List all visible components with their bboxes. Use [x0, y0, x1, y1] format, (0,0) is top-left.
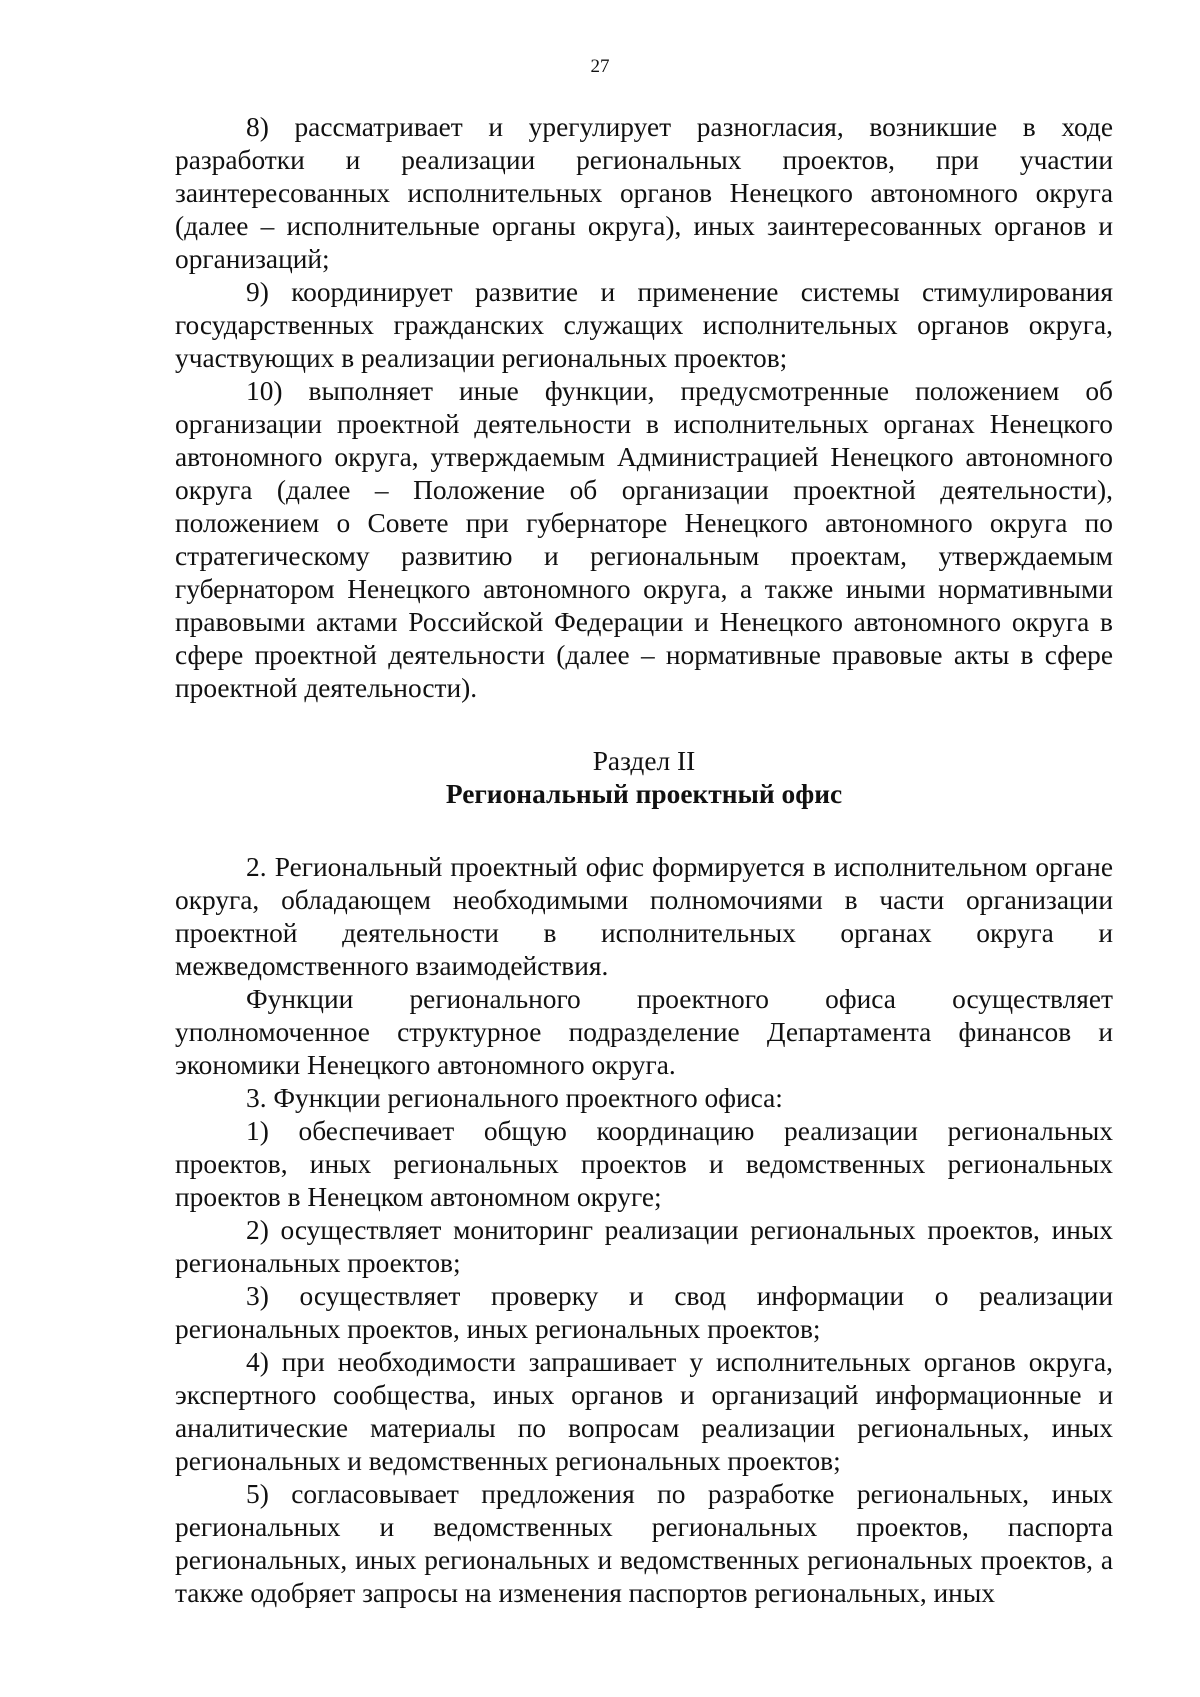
- paragraph-function-1: 1) обеспечивает общую координацию реализации региональных проектов, иных региональных проектов и ведомственных региональных проектов в Ненецком автономном округе;: [175, 1116, 1113, 1212]
- paragraph-functions-note: Функции регионального проектного офиса осуществляет уполномоченное структурное подразделение Департамента финансов и экономики Ненецкого автономного округа.: [175, 984, 1113, 1080]
- section-title: Региональный проектный офис: [445, 779, 843, 809]
- paragraph-function-4: 4) при необходимости запрашивает у исполнительных органов округа, экспертного сообщества, иных органов и организаций информационные и аналитические материалы по вопросам реализации региональных, иных региональных и ведомственных региональных проектов;: [175, 1347, 1113, 1476]
- spacer: [175, 705, 1113, 745]
- paragraph-function-5: 5) согласовывает предложения по разработке региональных, иных региональных и ведомственных региональных проектов, паспорта региональных, иных региональных и ведомственных региональных проектов, а также одобряет запросы на изменения паспортов региональных, иных: [175, 1479, 1113, 1608]
- spacer: [175, 811, 1113, 851]
- section-heading: Раздел II: [592, 746, 696, 776]
- paragraph-function-2: 2) осуществляет мониторинг реализации региональных проектов, иных региональных проектов;: [175, 1215, 1113, 1278]
- page-number: 27: [590, 56, 610, 77]
- document-body: [175, 111, 1113, 1610]
- paragraph-clause-2: 2. Региональный проектный офис формируется в исполнительном органе округа, обладающем необходимыми полномочиями в части организации проектной деятельности в исполнительных органах округа и межведомственного взаимодействия.: [175, 852, 1113, 981]
- paragraph-clause-3: 3. Функции регионального проектного офиса:: [246, 1083, 783, 1113]
- paragraph-function-3: 3) осуществляет проверку и свод информации о реализации региональных проектов, иных региональных проектов;: [175, 1281, 1113, 1344]
- paragraph-item-10: 10) выполняет иные функции, предусмотренные положением об организации проектной деятельности в исполнительных органах Ненецкого автономного округа, утверждаемым Администрацией Ненецкого автономного округа (далее – Положение об организации проектной деятельности), положением о Совете при губернаторе Ненецкого автономного округа по стратегическому развитию и региональным проектам, утверждаемым губернатором Ненецкого автономного округа, а также иными нормативными правовыми актами Российской Федерации и Ненецкого автономного округа в сфере проектной деятельности (далее – нормативные правовые акты в сфере проектной деятельности).: [175, 376, 1113, 703]
- paragraph-item-9: 9) координирует развитие и применение системы стимулирования государственных гражданских служащих исполнительных органов округа, участвующих в реализации региональных проектов;: [175, 277, 1113, 373]
- paragraph-item-8: 8) рассматривает и урегулирует разногласия, возникшие в ходе разработки и реализации региональных проектов, при участии заинтересованных исполнительных органов Ненецкого автономного округа (далее – исполнительные органы округа), иных заинтересованных органов и организаций;: [175, 112, 1113, 274]
